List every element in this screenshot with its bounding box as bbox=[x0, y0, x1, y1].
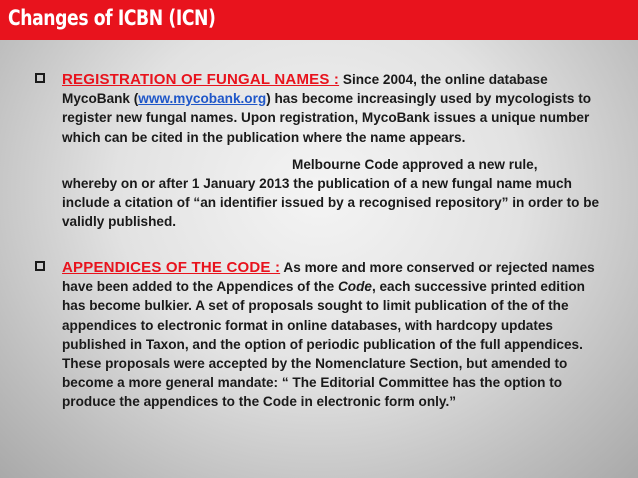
appendices-bullet bbox=[62, 258, 607, 412]
square-bullet-icon bbox=[35, 73, 45, 83]
melbourne-code-text: whereby on or after 1 January 2013 the publication of a new fungal name much include a citation of “an identifier issued by a recognised repository” in order to be validly published. bbox=[62, 176, 600, 230]
title-bar bbox=[0, 0, 638, 40]
appendices-text-1: As more and more conserved or rejected names have been added to the Appendices of the bbox=[62, 260, 595, 295]
square-bullet-icon bbox=[35, 261, 45, 271]
mycobank-link[interactable]: www.mycobank.org bbox=[138, 91, 267, 107]
registration-text-2: ) has become increasingly used by mycologists to register new fungal names. Upon registration, MycoBank issues a unique number which can be cited in the publication where the name appears. bbox=[62, 91, 592, 145]
code-word: Code bbox=[337, 279, 372, 295]
appendices-text-2: , each successive printed edition has become bulkier. A set of proposals sought to limit publication of the of the appendices to electronic format in online databases, with hardcopy updates published in Taxon, and the option of periodic publication of the full appendices. These proposals were accepted by the Nomenclature Section, but amended to become a more general mandate: “ The Editorial Committee has the option to produce the appendices to the Code in electronic form only.” bbox=[62, 279, 585, 410]
registration-heading: REGISTRATION OF FUNGAL NAMES : bbox=[62, 71, 340, 88]
melbourne-code-line: Melbourne Code approved a new rule, bbox=[292, 156, 538, 172]
slide-title: Changes of ICBN (ICN) bbox=[8, 6, 216, 30]
appendices-heading: APPENDICES OF THE CODE : bbox=[62, 259, 281, 276]
registration-bullet bbox=[62, 70, 607, 232]
registration-text-1: Since 2004, the online database MycoBank ( bbox=[62, 72, 548, 107]
